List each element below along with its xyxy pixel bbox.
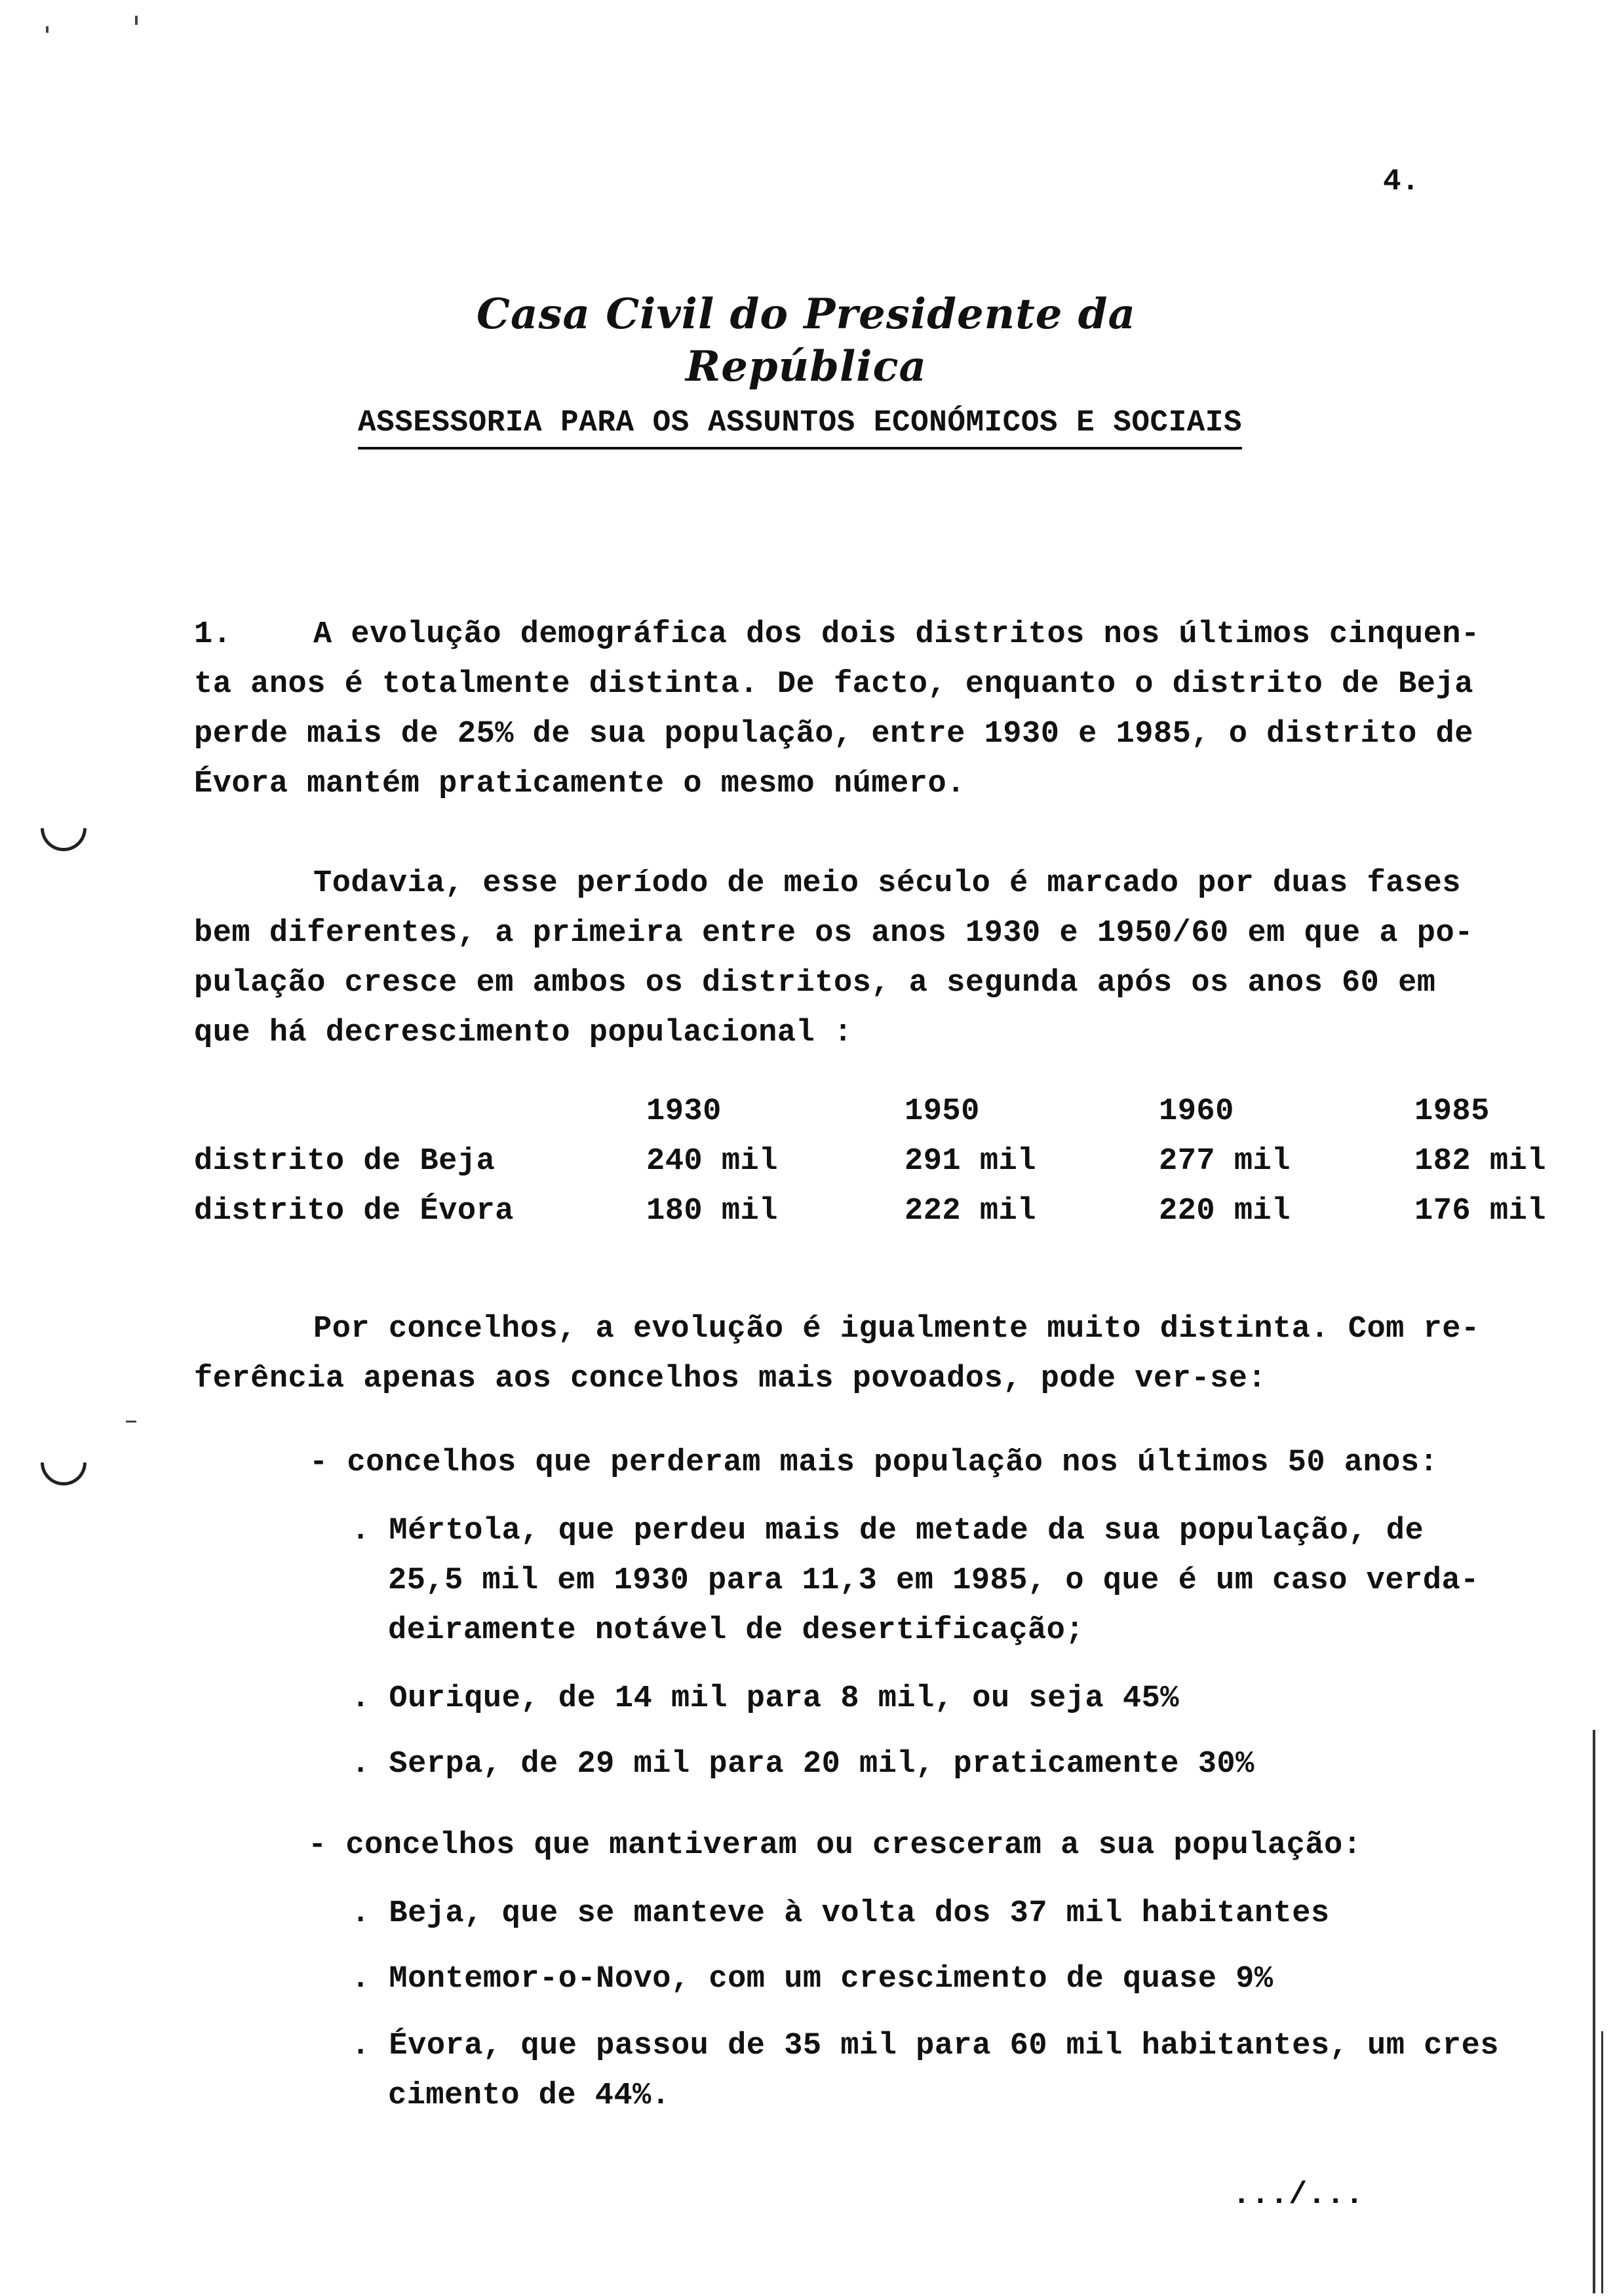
list-item: . Mértola, que perdeu mais de metade da sua população, de [351, 1514, 1424, 1548]
list-item: . Ourique, de 14 mil para 8 mil, ou seja 45% [351, 1681, 1180, 1716]
list-item: . Serpa, de 29 mil para 20 mil, praticamente 30% [351, 1747, 1255, 1782]
table-row-label: distrito de Évora [194, 1194, 514, 1229]
continuation-mark: .../... [1232, 2178, 1364, 2213]
punch-hole-mark [41, 1463, 87, 1485]
paragraph-line: Todavia, esse período de meio século é marcado por duas fases [313, 866, 1461, 901]
list-item: 25,5 mil em 1930 para 11,3 em 1985, o que é um caso verda- [388, 1563, 1479, 1598]
table-cell: 291 mil [905, 1144, 1036, 1179]
table-header: 1950 [905, 1094, 980, 1129]
list-item: deiramente notável de desertificação; [388, 1613, 1085, 1648]
table-cell: 277 mil [1159, 1144, 1291, 1179]
list-group-title: - concelhos que mantiveram ou cresceram a sua população: [308, 1828, 1362, 1863]
table-cell: 240 mil [646, 1144, 778, 1179]
paragraph-line: pulação cresce em ambos os distritos, a segunda após os anos 60 em [194, 966, 1436, 1001]
table-row-label: distrito de Beja [194, 1144, 496, 1179]
paragraph-line: perde mais de 25% de sua população, entre 1930 e 1985, o distrito de [194, 717, 1473, 752]
paragraph-line: A evolução demográfica dos dois distritos nos últimos cinquen- [313, 617, 1480, 652]
scan-edge-line [1593, 1730, 1595, 2293]
scan-edge-line [1601, 2031, 1603, 2293]
list-item: . Évora, que passou de 35 mil para 60 mil habitantes, um cres [351, 2029, 1499, 2063]
table-cell: 222 mil [905, 1194, 1036, 1229]
table-header: 1960 [1159, 1094, 1234, 1129]
list-item: . Beja, que se manteve à volta dos 37 mil habitantes [351, 1896, 1330, 1931]
paragraph-line: Por concelhos, a evolução é igualmente muito distinta. Com re- [313, 1312, 1480, 1347]
paragraph-line: que há decrescimento populacional : [194, 1016, 853, 1050]
punch-hole-mark [41, 828, 87, 851]
scan-speck [126, 1421, 136, 1423]
paragraph-line: ta anos é totalmente distinta. De facto, enquanto o distrito de Beja [194, 667, 1473, 702]
scan-speck [135, 16, 138, 25]
paragraph-line: Évora mantém praticamente o mesmo número. [194, 767, 965, 801]
paragraph-number: 1. [194, 617, 232, 652]
table-cell: 220 mil [1159, 1194, 1291, 1229]
scan-speck [46, 26, 49, 33]
list-group-title: - concelhos que perderam mais população nos últimos 50 anos: [309, 1445, 1439, 1480]
paragraph-line: bem diferentes, a primeira entre os anos 1930 e 1950/60 em que a po- [194, 916, 1473, 951]
table-cell: 182 mil [1414, 1144, 1546, 1179]
department-heading: ASSESSORIA PARA OS ASSUNTOS ECONÓMICOS E SOCIAIS [358, 400, 1242, 450]
paragraph-line: ferência apenas aos concelhos mais povoados, pode ver-se: [194, 1362, 1267, 1396]
table-cell: 176 mil [1414, 1194, 1546, 1229]
page-number: 4. [1383, 164, 1420, 199]
list-item: . Montemor-o-Novo, com um crescimento de quase 9% [351, 1962, 1274, 1997]
table-header: 1985 [1414, 1094, 1490, 1129]
table-header: 1930 [646, 1094, 722, 1129]
list-item: cimento de 44%. [388, 2078, 671, 2113]
table-cell: 180 mil [646, 1194, 778, 1229]
letterhead: Casa Civil do Presidente da República [477, 290, 1136, 391]
